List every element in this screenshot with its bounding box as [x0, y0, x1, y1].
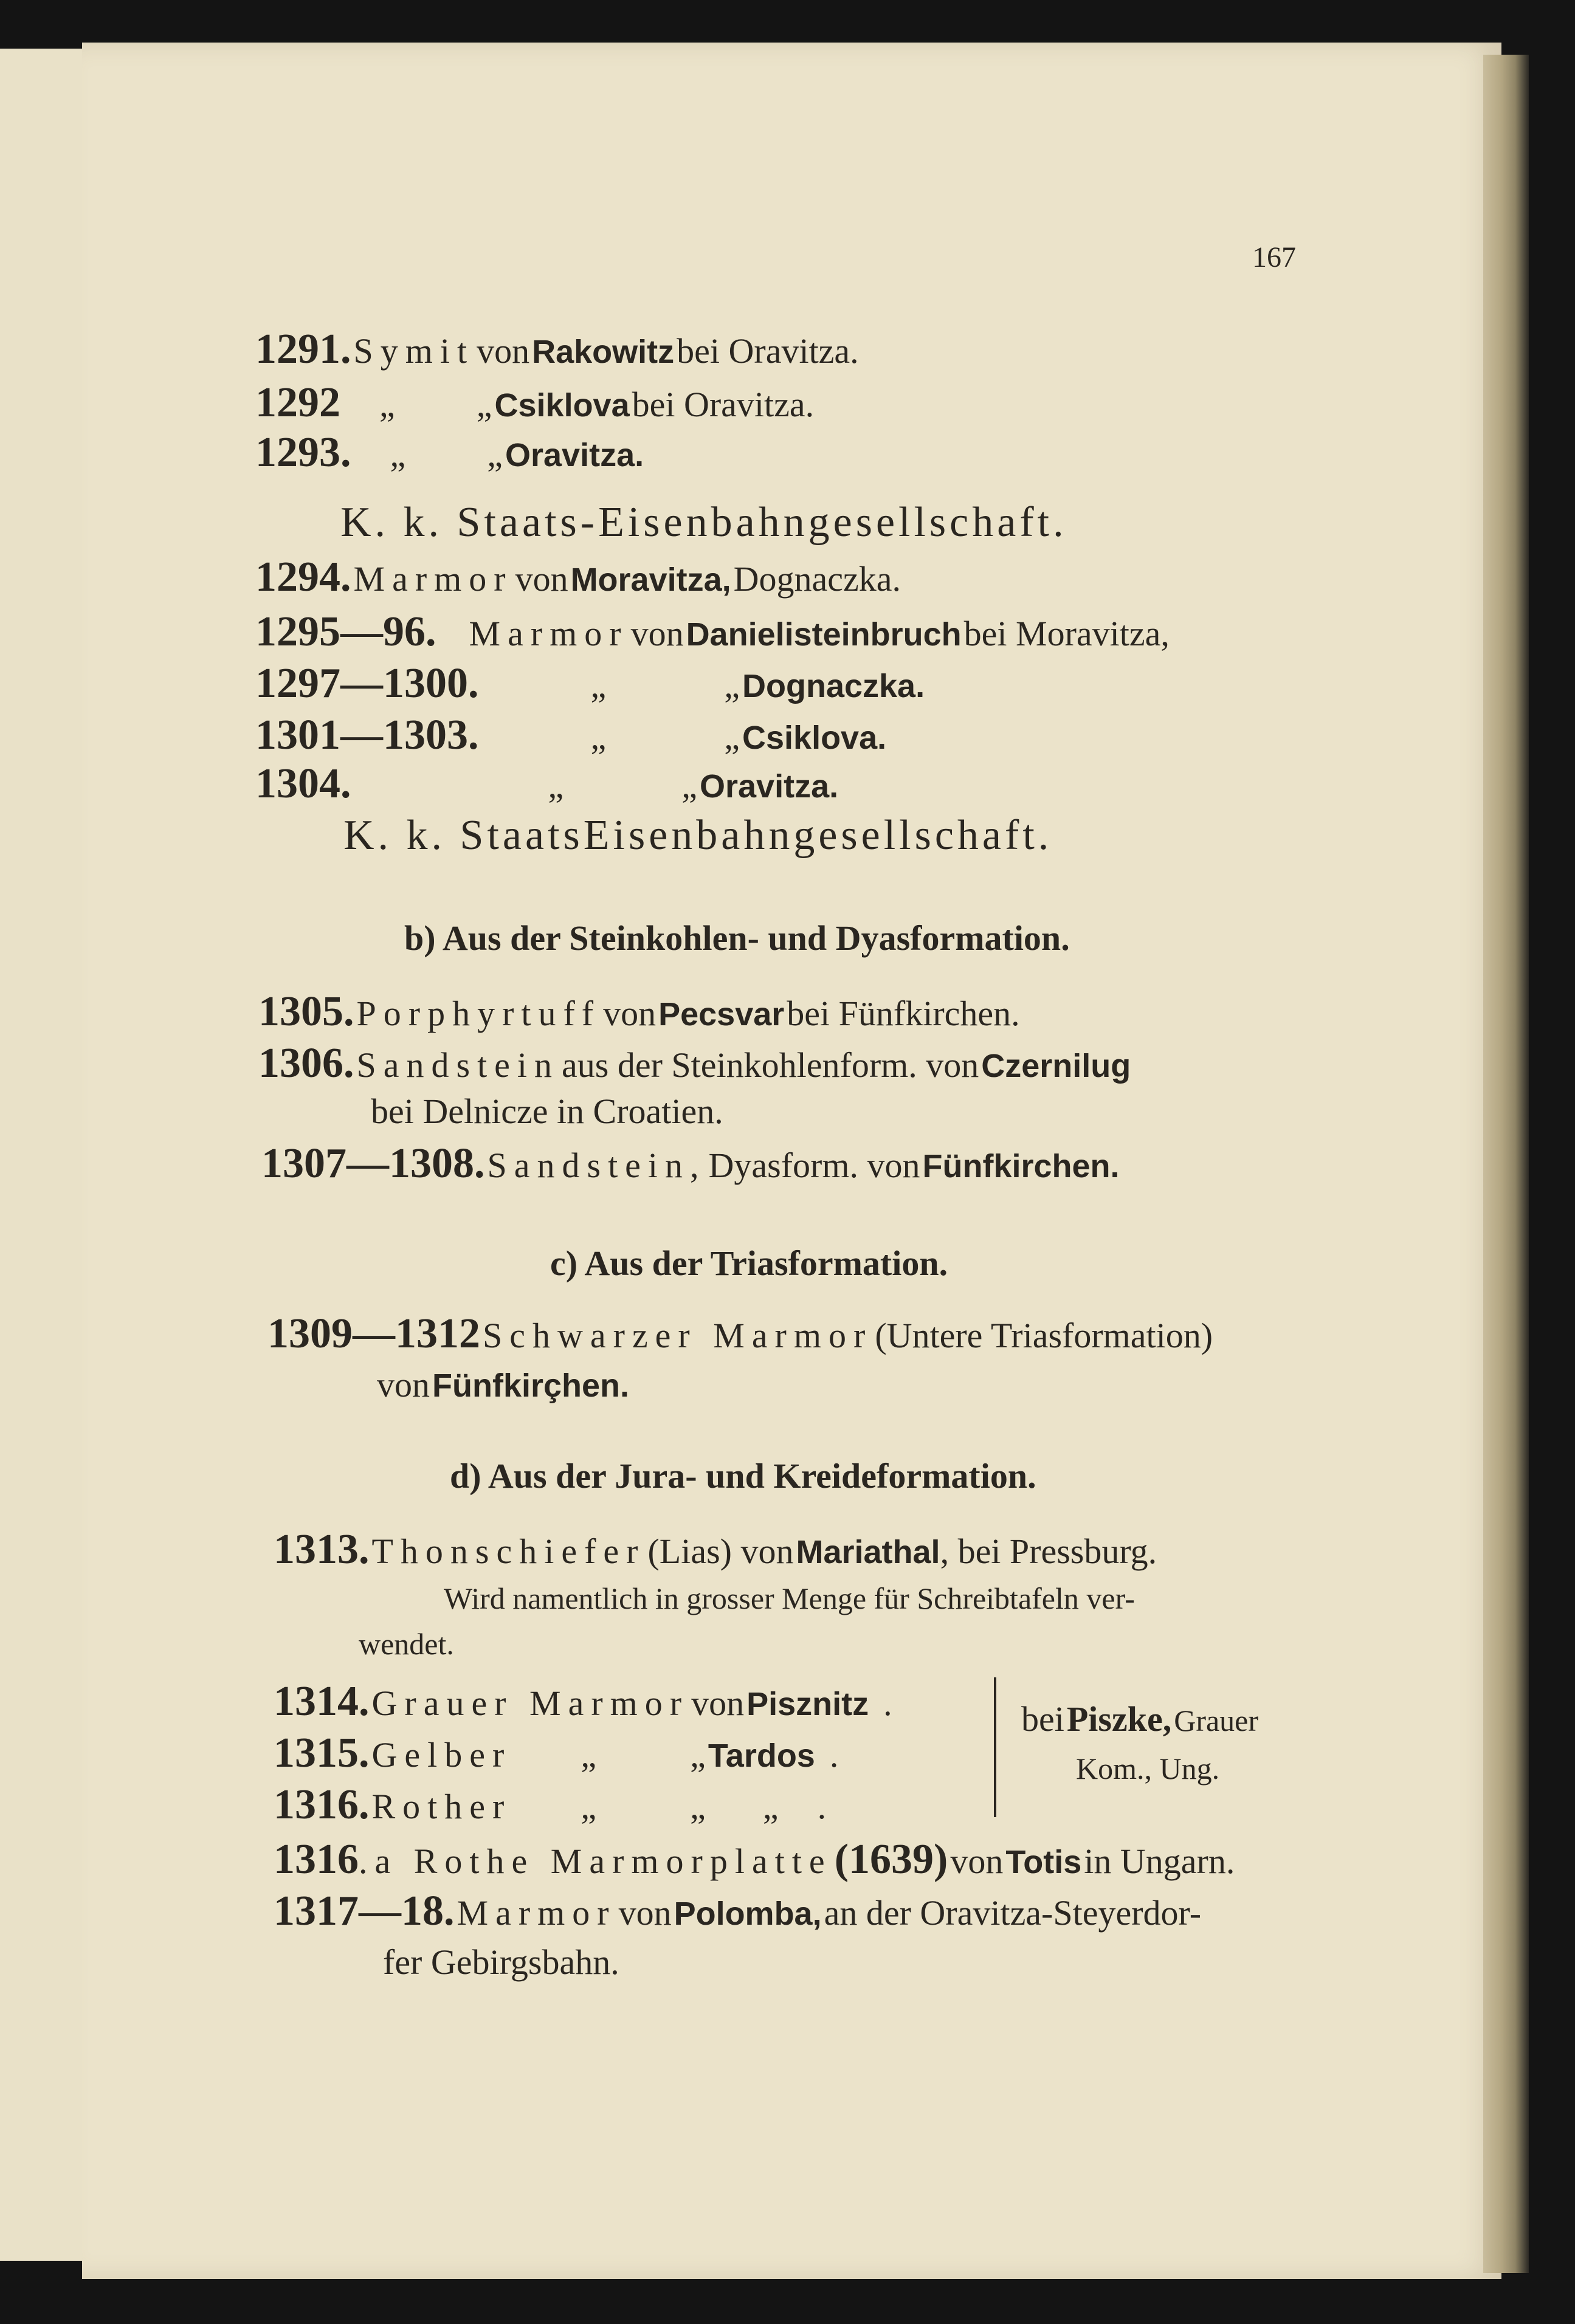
- entry-name: Gelber: [371, 1735, 512, 1775]
- entry-number: 1294.: [255, 554, 351, 600]
- entry-name: .a Rothe Marmorplatte: [359, 1841, 832, 1881]
- entry-name: Thonschiefer: [371, 1532, 646, 1571]
- entry-name: Sandstein,: [487, 1146, 706, 1185]
- subsection-heading: b) Aus der Steinkohlen- und Dyasformation.: [404, 918, 1070, 958]
- ditto-mark: „: [690, 1787, 706, 1826]
- entry-locality: Mariathal: [796, 1534, 940, 1570]
- entry-locality: Danielisteinbruch: [686, 616, 962, 653]
- entry-1301-1303: [255, 714, 886, 757]
- entry-dot: .: [817, 1787, 827, 1826]
- entry-locality: Polomba,: [674, 1896, 822, 1932]
- ditto-mark: „: [762, 1787, 779, 1826]
- entry-number: 1304.: [255, 760, 351, 807]
- entry-locality: Rakowitz: [532, 334, 675, 370]
- entry-number: 1306.: [258, 1040, 354, 1087]
- entry-dot: .: [829, 1735, 839, 1775]
- ditto-mark: „: [681, 766, 697, 805]
- entry-reference: (1639): [834, 1836, 948, 1883]
- entry-continuation: [377, 1367, 629, 1403]
- entry-detail: , bei Pressburg.: [940, 1532, 1157, 1571]
- entry-1293: [255, 431, 644, 474]
- entry-continuation: fer Gebirgsbahn.: [383, 1942, 619, 1982]
- entry-locality: Pisznitz: [746, 1686, 869, 1722]
- page-stack-edge: [1483, 55, 1529, 2273]
- subsection-heading: d) Aus der Jura- und Kreideformation.: [450, 1456, 1036, 1496]
- entry-1304: [255, 760, 839, 807]
- entry-locality: Oravitza.: [505, 437, 644, 473]
- ditto-mark: „: [487, 435, 503, 474]
- entry-1316: [274, 1781, 827, 1828]
- entry-locality: Fünfkirchen.: [922, 1148, 1120, 1184]
- entry-preposition: von: [630, 614, 684, 653]
- entry-number: 1313.: [274, 1526, 370, 1573]
- ditto-mark: „: [379, 385, 395, 424]
- entry-detail: in Ungarn.: [1084, 1841, 1235, 1881]
- entry-locality: Fünfkirçhen.: [432, 1367, 630, 1404]
- entry-1292: [255, 379, 815, 426]
- entry-preposition: aus der Steinkohlenform. von: [562, 1045, 979, 1085]
- brace-note-line-2: Kom., Ung.: [1076, 1752, 1220, 1786]
- brace-note-word: Grauer: [1174, 1703, 1259, 1738]
- entry-detail: an der Oravitza-Steyerdor-: [824, 1893, 1202, 1933]
- entry-locality: Csiklova.: [742, 720, 887, 756]
- entry-preposition: (Lias) von: [647, 1532, 794, 1571]
- entry-name: Sandstein: [356, 1045, 560, 1085]
- entry-name: Porphyrtuff: [356, 994, 601, 1033]
- section-heading: K. k. Staats-Eisenbahngesellschaft.: [340, 499, 1067, 546]
- entry-preposition: von: [515, 559, 568, 599]
- entry-locality: Oravitza.: [700, 768, 839, 805]
- entry-name: Symit: [353, 331, 475, 371]
- entry-number: 1301—1303.: [255, 712, 479, 758]
- entry-1314: [274, 1680, 892, 1723]
- entry-locality: Czernilug: [981, 1048, 1131, 1084]
- entry-1316a: [274, 1838, 1235, 1881]
- entry-locality: Tardos: [708, 1738, 815, 1774]
- ditto-mark: „: [590, 665, 607, 705]
- entry-number: 1293.: [255, 429, 351, 476]
- entry-name: Rother: [371, 1787, 512, 1826]
- entry-1295-96: [255, 608, 1170, 655]
- ditto-mark: „: [581, 1735, 597, 1775]
- entry-locality: Pecsvar: [658, 996, 785, 1033]
- entry-1297-1300: [255, 662, 925, 705]
- entry-number: 1314.: [274, 1678, 370, 1725]
- ditto-mark: „: [476, 385, 492, 424]
- entry-1291: [255, 328, 859, 371]
- subsection-heading: c) Aus der Triasformation.: [550, 1243, 948, 1283]
- entry-1313: [274, 1528, 1157, 1571]
- entry-locality: Totis: [1005, 1844, 1082, 1880]
- entry-preposition: von: [618, 1893, 672, 1933]
- entry-name: Marmor: [353, 559, 513, 599]
- entry-preposition: von: [691, 1683, 745, 1723]
- entry-1315: [274, 1732, 838, 1775]
- entry-number: 1316: [274, 1836, 359, 1883]
- entry-name: Schwarzer Marmor: [483, 1316, 873, 1355]
- brace-note-word: bei: [1021, 1699, 1064, 1739]
- entry-preposition: von: [377, 1365, 430, 1404]
- ditto-mark: „: [581, 1787, 597, 1826]
- page-number: 167: [1252, 241, 1296, 273]
- entry-number: 1305.: [258, 988, 354, 1035]
- ditto-mark: „: [690, 1735, 706, 1775]
- entry-1305: [258, 988, 1020, 1035]
- brace-note-locality: Piszke,: [1066, 1699, 1172, 1739]
- section-heading: K. k. StaatsEisenbahngesellschaft.: [343, 812, 1053, 859]
- entry-detail: bei Fünfkirchen.: [787, 994, 1020, 1033]
- entry-1294: [255, 556, 901, 599]
- entry-locality: Csiklova: [494, 387, 630, 424]
- entry-name: Marmor: [457, 1893, 616, 1933]
- entry-detail: bei Oravitza.: [677, 331, 859, 371]
- ditto-mark: „: [590, 717, 607, 757]
- entry-detail: Dognaczka.: [733, 559, 901, 599]
- ditto-mark: „: [724, 665, 740, 705]
- entry-number: 1309—1312: [267, 1310, 480, 1357]
- entry-name: Grauer Marmor: [371, 1683, 689, 1723]
- entry-locality: Moravitza,: [570, 562, 731, 598]
- previous-page-edge: [0, 49, 83, 2261]
- entry-number: 1292: [255, 379, 340, 426]
- entry-1317-18: [274, 1890, 1201, 1933]
- entry-preposition: von: [950, 1841, 1004, 1881]
- entry-number: 1291.: [255, 326, 351, 373]
- entry-detail: bei Oravitza.: [632, 385, 815, 424]
- entry-preposition: Dyasform. von: [708, 1146, 920, 1185]
- entry-dot: .: [883, 1683, 892, 1723]
- entry-number: 1295—96.: [255, 608, 436, 655]
- entry-detail: bei Moravitza,: [963, 614, 1170, 653]
- entry-number: 1307—1308.: [261, 1140, 485, 1187]
- entry-1307-1308: [261, 1140, 1120, 1187]
- entry-name: Marmor: [469, 614, 629, 653]
- ditto-mark: „: [724, 717, 740, 757]
- entry-number: 1315.: [274, 1730, 370, 1776]
- entry-continuation: bei Delnicze in Croatien.: [371, 1092, 723, 1131]
- entry-detail: (Untere Triasformation): [875, 1316, 1213, 1355]
- entry-preposition: von: [603, 994, 657, 1033]
- entry-note: wendet.: [359, 1627, 454, 1661]
- entry-number: 1316.: [274, 1781, 370, 1828]
- brace-note-line-1: [1021, 1699, 1259, 1739]
- ditto-mark: „: [548, 766, 564, 805]
- entry-1306: [258, 1042, 1131, 1085]
- ditto-mark: „: [390, 435, 406, 474]
- entry-number: 1317—18.: [274, 1888, 455, 1934]
- entry-1309-1312: [267, 1310, 1213, 1357]
- entry-locality: Dognaczka.: [742, 668, 925, 704]
- entry-note: Wird namentlich in grosser Menge für Schreibtafeln ver-: [444, 1581, 1135, 1615]
- entry-number: 1297—1300.: [255, 660, 479, 707]
- entry-preposition: von: [477, 331, 530, 371]
- grouping-brace: [994, 1677, 1007, 1817]
